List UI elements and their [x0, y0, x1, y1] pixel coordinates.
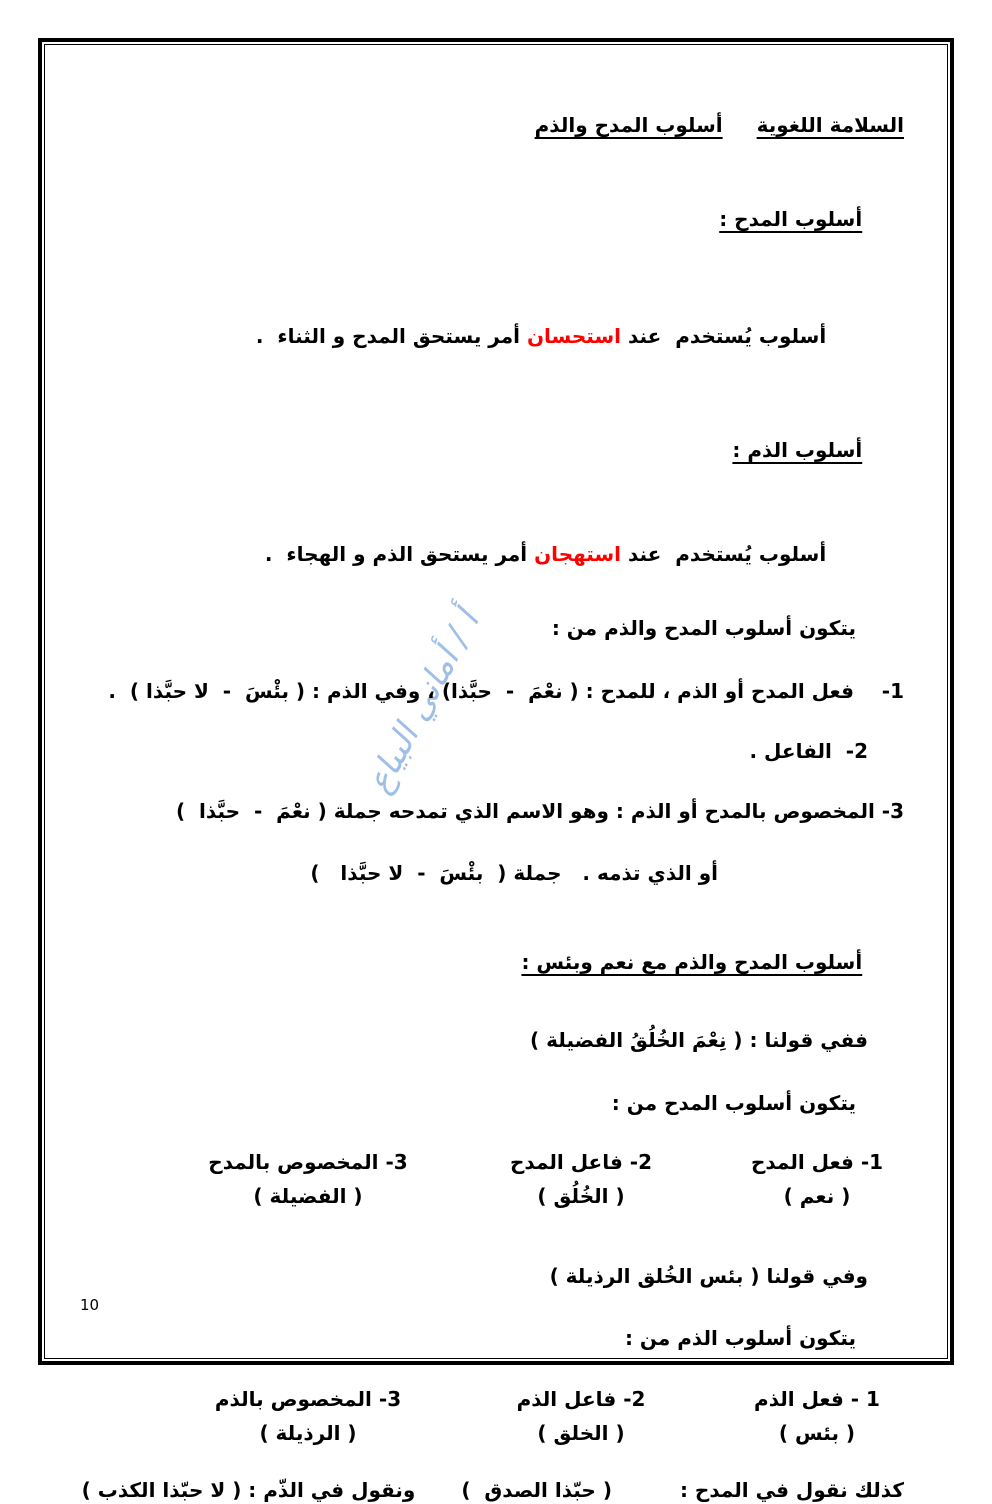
dham-definition-after: أمر يستحق الذم و الهجاء . — [264, 542, 535, 566]
madh-heading-line — [50, 179, 942, 260]
habbadha-examples-line — [50, 1477, 942, 1504]
madh-table-col-specified-value: ( الفضيلة ) — [253, 1184, 363, 1208]
madh-table-col-verb-value: ( نعم ) — [783, 1184, 851, 1208]
dham-table-col-specified-label: 3- المخصوص بالذم — [214, 1387, 402, 1411]
madh-definition-after: أمر يستحق المدح و الثناء . — [255, 324, 527, 348]
madh-definition-before: أسلوب يُستخدم عند — [621, 324, 827, 348]
dham-table-col-verb — [692, 1386, 942, 1447]
page-number: 10 — [80, 1296, 100, 1314]
dham-table-col-verb-label: 1 - فعل الذم — [754, 1387, 880, 1411]
dham-definition — [50, 514, 942, 595]
composition-item-3-continuation: أو الذي تذمه . جملة ( بئْسَ - لا حبَّذا ) — [310, 861, 718, 885]
dham-table-col-specified — [158, 1386, 458, 1447]
madh-table-col-verb-label: 1- فعل المدح — [750, 1150, 884, 1174]
red-highlight-istihjan: استهجان — [534, 542, 621, 566]
red-highlight-istihsan: استحسان — [526, 324, 621, 348]
madh-table-col-subject — [470, 1149, 692, 1210]
habbadha-madh-label: كذلك نقول في المدح : — [679, 1478, 904, 1502]
composition-item-3: 3- المخصوص بالمدح أو الذم : وهو الاسم الذي تمدحه جملة ( نعْمَ - حبَّذا ) — [175, 799, 904, 823]
nima-bisa-heading-line — [50, 922, 942, 1003]
dham-table-col-subject — [470, 1386, 692, 1447]
dham-heading: أسلوب الذم : — [732, 438, 863, 462]
madh-heading: أسلوب المدح : — [719, 207, 863, 231]
composition-item-1: 1- فعل المدح أو الذم ، للمدح : ( نعْمَ - حبَّذا) ، وفي الذم : ( بئْسَ - لا حبَّذا ) . — [108, 679, 904, 703]
document-title-line — [50, 112, 942, 139]
document-content — [50, 40, 942, 1504]
dham-heading-line — [50, 410, 942, 491]
madh-table-col-specified-label: 3- المخصوص بالمدح — [208, 1150, 408, 1174]
dham-table-col-subject-label: 2- فاعل الذم — [516, 1387, 646, 1411]
document-title-right: السلامة اللغوية — [756, 113, 904, 137]
nima-bisa-heading: أسلوب المدح والذم مع نعم وبئس : — [521, 950, 863, 974]
madh-table-col-subject-value: ( الخُلُق ) — [537, 1184, 625, 1208]
dham-table — [50, 1386, 942, 1447]
document-title-left: أسلوب المدح والذم — [534, 113, 723, 137]
madh-table-col-specified — [158, 1149, 458, 1210]
madh-example: ففي قولنا : ( نِعْمَ الخُلُقُ الفضيلة ) — [530, 1028, 868, 1052]
habbadha-madh-example: ( حبّذا الصدق ) — [461, 1478, 612, 1502]
madh-definition — [50, 296, 942, 377]
habbadha-dham-example: ونقول في الذّم : ( لا حبّذا الكذب ) — [81, 1478, 416, 1502]
watermark-text: أ / أماني البياع — [358, 604, 488, 800]
dham-table-intro: يتكون أسلوب الذم من : — [624, 1326, 856, 1350]
dham-table-col-verb-value: ( بئس ) — [778, 1421, 856, 1445]
dham-table-col-specified-value: ( الرذيلة ) — [259, 1421, 357, 1445]
madh-table-col-subject-label: 2- فاعل المدح — [509, 1150, 652, 1174]
madh-table — [50, 1149, 942, 1210]
dham-table-col-subject-value: ( الخلق ) — [537, 1421, 625, 1445]
composition-intro: يتكون أسلوب المدح والذم من : — [551, 616, 856, 640]
madh-table-intro: يتكون أسلوب المدح من : — [611, 1091, 856, 1115]
dham-example: وفي قولنا ( بئس الخُلق الرذيلة ) — [549, 1264, 868, 1288]
madh-table-col-verb — [692, 1149, 942, 1210]
dham-definition-before: أسلوب يُستخدم عند — [621, 542, 827, 566]
composition-item-2: 2- الفاعل . — [749, 739, 868, 763]
